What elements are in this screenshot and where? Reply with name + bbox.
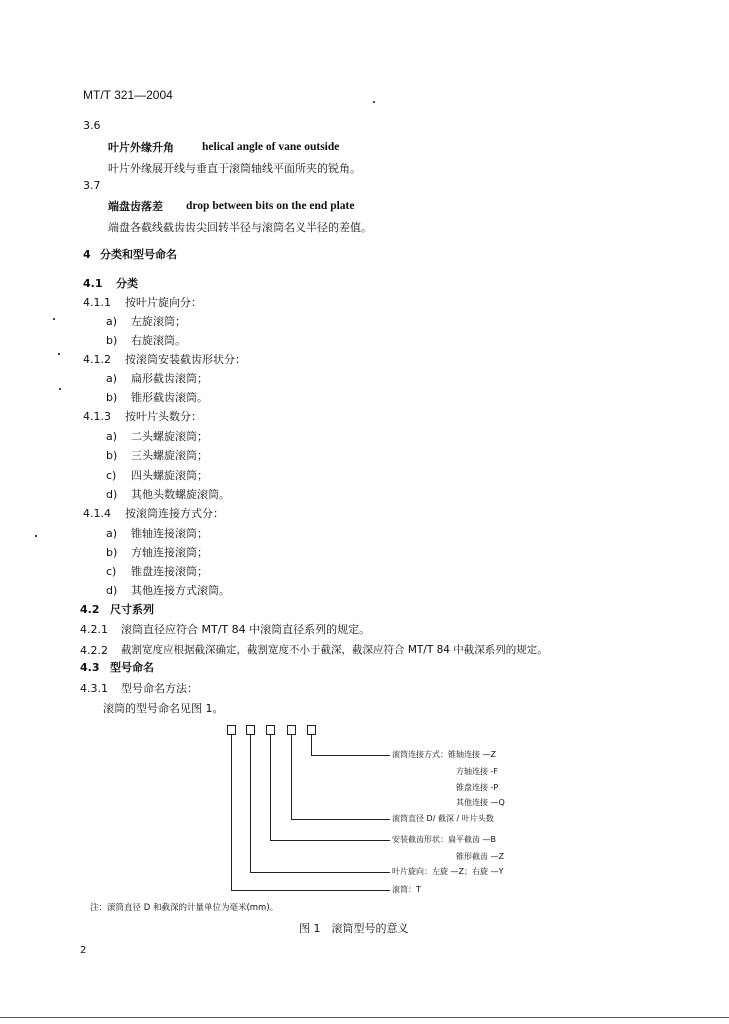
leader-line bbox=[291, 735, 292, 819]
leader-line bbox=[250, 735, 251, 872]
label-connection-type: 滚筒连接方式：锥轴连接 —Z bbox=[392, 750, 497, 759]
clause-4-3-1-text: 滚筒的型号命名见图 1。 bbox=[103, 702, 224, 715]
list-marker: b) bbox=[106, 334, 118, 347]
clause-4-1-2-title: 按滚筒安装截齿形状分： bbox=[125, 353, 246, 366]
leader-line bbox=[231, 890, 390, 891]
list-item: 左旋滚筒； bbox=[131, 315, 186, 328]
list-item: 锥轴连接滚筒； bbox=[131, 527, 208, 540]
label-drum-code: 滚筒：T bbox=[392, 885, 421, 894]
clause-3-7-term: 端盘齿落差 bbox=[108, 200, 163, 213]
section-4-title: 分类和型号命名 bbox=[100, 248, 177, 261]
clause-3-7-term-en: drop between bits on the end plate bbox=[186, 200, 355, 212]
list-marker: d) bbox=[106, 584, 118, 597]
clause-4-2-2-text: 截割宽度应根据截深确定，截割宽度不小于截深，截深应符合 MT/T 84 中截深系列的规定。 bbox=[121, 644, 548, 656]
label-other-connection: 其他连接 —Q bbox=[456, 798, 505, 807]
list-item: 四头螺旋滚筒； bbox=[131, 469, 208, 482]
scan-speck bbox=[35, 535, 37, 537]
label-square-shaft: 方轴连接 -F bbox=[456, 767, 499, 776]
leader-line bbox=[250, 872, 390, 873]
list-marker: a) bbox=[106, 430, 118, 443]
clause-3-7-number: 3.7 bbox=[83, 179, 101, 192]
clause-4-3-title: 型号命名 bbox=[110, 661, 154, 674]
scan-speck bbox=[53, 318, 55, 320]
clause-3-6-term-en: helical angle of vane outside bbox=[202, 141, 340, 153]
list-marker: b) bbox=[106, 546, 118, 559]
label-diameter-depth-heads: 滚筒直径 D/ 截深 / 叶片头数 bbox=[392, 814, 494, 823]
label-vane-direction: 叶片旋向：左旋 —Z；右旋 —Y bbox=[392, 867, 504, 876]
clause-4-3-1-number: 4.3.1 bbox=[80, 682, 108, 695]
list-item: 右旋滚筒。 bbox=[131, 334, 186, 347]
clause-4-2-1-number: 4.2.1 bbox=[80, 623, 108, 636]
clause-3-6-definition: 叶片外缘展开线与垂直于滚筒轴线平面所夹的锐角。 bbox=[108, 162, 361, 175]
page-number: 2 bbox=[80, 945, 87, 956]
list-item: 锥形截齿滚筒。 bbox=[131, 391, 208, 404]
clause-4-1-1-title: 按叶片旋向分： bbox=[125, 296, 202, 309]
list-marker: a) bbox=[106, 315, 118, 328]
code-box-bit bbox=[266, 725, 275, 735]
clause-3-6-number: 3.6 bbox=[83, 119, 101, 132]
list-item: 二头螺旋滚筒； bbox=[131, 430, 208, 443]
label-bit-shape: 安装截齿形状：扁平截齿 —B bbox=[392, 835, 497, 844]
leader-line bbox=[270, 840, 390, 841]
figure-caption: 图 1 滚筒型号的意义 bbox=[299, 922, 409, 935]
leader-line bbox=[270, 735, 271, 840]
list-marker: c) bbox=[106, 565, 117, 578]
list-marker: a) bbox=[106, 527, 118, 540]
code-box-vane bbox=[246, 725, 255, 735]
clause-4-3-number: 4.3 bbox=[80, 661, 100, 674]
scan-speck bbox=[373, 101, 375, 103]
clause-4-1-4-number: 4.1.4 bbox=[83, 507, 111, 520]
clause-4-1-2-number: 4.1.2 bbox=[83, 353, 111, 366]
list-marker: c) bbox=[106, 469, 117, 482]
label-cone-disc: 锥盘连接 -P bbox=[456, 783, 499, 792]
clause-4-1-1-number: 4.1.1 bbox=[83, 296, 111, 309]
list-item: 锥盘连接滚筒； bbox=[131, 565, 208, 578]
section-4-number: 4 bbox=[83, 248, 91, 261]
clause-4-3-1-title: 型号命名方法： bbox=[121, 682, 198, 695]
code-box-connection bbox=[307, 725, 316, 735]
leader-line bbox=[311, 755, 390, 756]
clause-4-1-3-title: 按叶片头数分： bbox=[125, 410, 202, 423]
figure-note: 注：滚筒直径 D 和截深的计量单位为毫米(mm)。 bbox=[90, 903, 279, 913]
clause-4-1-4-title: 按滚筒连接方式分： bbox=[125, 507, 224, 520]
list-marker: b) bbox=[106, 391, 118, 404]
scan-speck bbox=[59, 388, 61, 390]
list-item: 其他连接方式滚筒。 bbox=[131, 584, 230, 597]
clause-3-6-term: 叶片外缘升角 bbox=[108, 141, 174, 154]
clause-4-1-number: 4.1 bbox=[83, 277, 103, 290]
bottom-rule bbox=[0, 1017, 729, 1018]
list-item: 方轴连接滚筒； bbox=[131, 546, 208, 559]
clause-4-2-1-text: 滚筒直径应符合 MT/T 84 中滚筒直径系列的规定。 bbox=[121, 623, 371, 636]
code-box-drum bbox=[227, 725, 236, 735]
scan-speck bbox=[58, 353, 60, 355]
list-item: 扁形截齿滚筒； bbox=[131, 372, 208, 385]
clause-4-2-number: 4.2 bbox=[80, 603, 100, 616]
label-conical-bit: 锥形截齿 —Z bbox=[456, 852, 505, 861]
clause-4-1-3-number: 4.1.3 bbox=[83, 410, 111, 423]
list-item: 三头螺旋滚筒； bbox=[131, 449, 208, 462]
code-box-diameter bbox=[287, 725, 296, 735]
list-marker: b) bbox=[106, 449, 118, 462]
standard-number: MT/T 321—2004 bbox=[83, 88, 173, 102]
leader-line bbox=[231, 735, 232, 890]
leader-line bbox=[291, 819, 390, 820]
clause-4-2-2-number: 4.2.2 bbox=[80, 644, 108, 657]
list-marker: a) bbox=[106, 372, 118, 385]
clause-4-1-title: 分类 bbox=[116, 277, 138, 290]
clause-3-7-definition: 端盘各截线截齿齿尖回转半径与滚筒名义半径的差值。 bbox=[108, 221, 372, 234]
clause-4-2-title: 尺寸系列 bbox=[110, 603, 154, 616]
list-marker: d) bbox=[106, 488, 118, 501]
leader-line bbox=[311, 735, 312, 755]
list-item: 其他头数螺旋滚筒。 bbox=[131, 488, 230, 501]
